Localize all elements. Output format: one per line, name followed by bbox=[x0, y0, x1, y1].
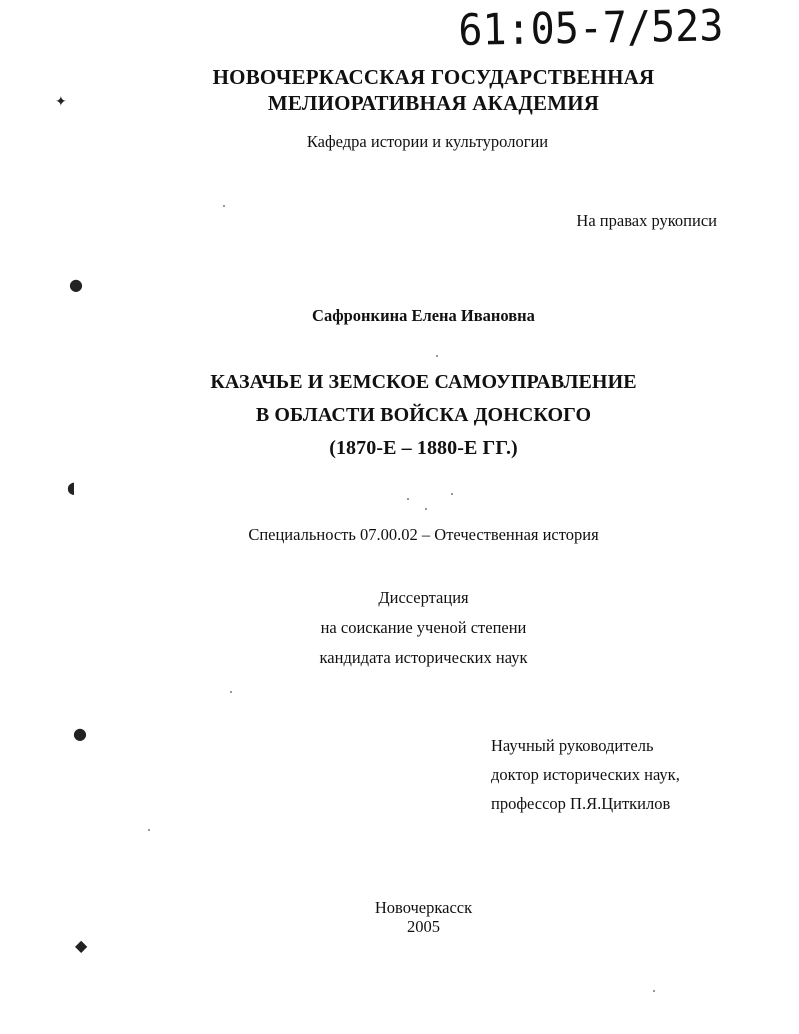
binding-mark-icon: ● bbox=[69, 275, 83, 294]
manuscript-rights: На правах рукописи bbox=[576, 211, 717, 230]
institution-line-1: НОВОЧЕРКАССКАЯ ГОСУДАРСТВЕННАЯ bbox=[212, 65, 655, 89]
institution-line-2: МЕЛИОРАТИВНАЯ АКАДЕМИЯ bbox=[267, 91, 600, 115]
scan-speckle bbox=[230, 691, 232, 693]
binding-mark-icon: ◖ bbox=[67, 478, 76, 497]
department-name: Кафедра истории и культурологии bbox=[306, 132, 549, 151]
archive-code: 61:05-7/523 bbox=[458, 1, 724, 56]
publication-year: 2005 bbox=[407, 917, 440, 936]
supervisor-line-3: профессор П.Я.Циткилов bbox=[491, 794, 671, 813]
author-name: Сафронкина Елена Ивановна bbox=[312, 306, 535, 325]
scan-speckle bbox=[436, 355, 438, 357]
dissertation-title bbox=[24, 366, 799, 465]
scan-speckle bbox=[425, 508, 427, 510]
degree-line-1: Диссертация bbox=[378, 588, 469, 607]
city-year bbox=[24, 898, 799, 936]
degree-statement bbox=[24, 583, 799, 673]
degree-line-2: на соискание ученой степени bbox=[320, 618, 527, 637]
specialty: Специальность 07.00.02 – Отечественная история bbox=[248, 525, 599, 544]
scientific-supervisor bbox=[491, 731, 680, 818]
scan-speckle bbox=[223, 205, 225, 207]
supervisor-line-2: доктор исторических наук, bbox=[491, 765, 680, 784]
binding-mark-icon: ◆ bbox=[75, 936, 88, 955]
scan-speckle bbox=[148, 829, 150, 831]
scan-speckle bbox=[451, 493, 453, 495]
title-line-3: (1870-Е – 1880-Е ГГ.) bbox=[329, 437, 518, 459]
title-line-2: В ОБЛАСТИ ВОЙСКА ДОНСКОГО bbox=[255, 404, 592, 426]
title-line-1: КАЗАЧЬЕ И ЗЕМСКОЕ САМОУПРАВЛЕНИЕ bbox=[210, 371, 637, 393]
degree-line-3: кандидата исторических наук bbox=[319, 648, 528, 667]
binding-mark-icon: ● bbox=[73, 724, 87, 743]
city-name: Новочеркасск bbox=[374, 898, 473, 917]
scan-speckle bbox=[407, 498, 409, 500]
scan-speckle bbox=[653, 990, 655, 992]
supervisor-line-1: Научный руководитель bbox=[491, 736, 654, 755]
institution-name bbox=[34, 64, 799, 116]
binding-mark-icon: ✦ bbox=[55, 94, 67, 110]
